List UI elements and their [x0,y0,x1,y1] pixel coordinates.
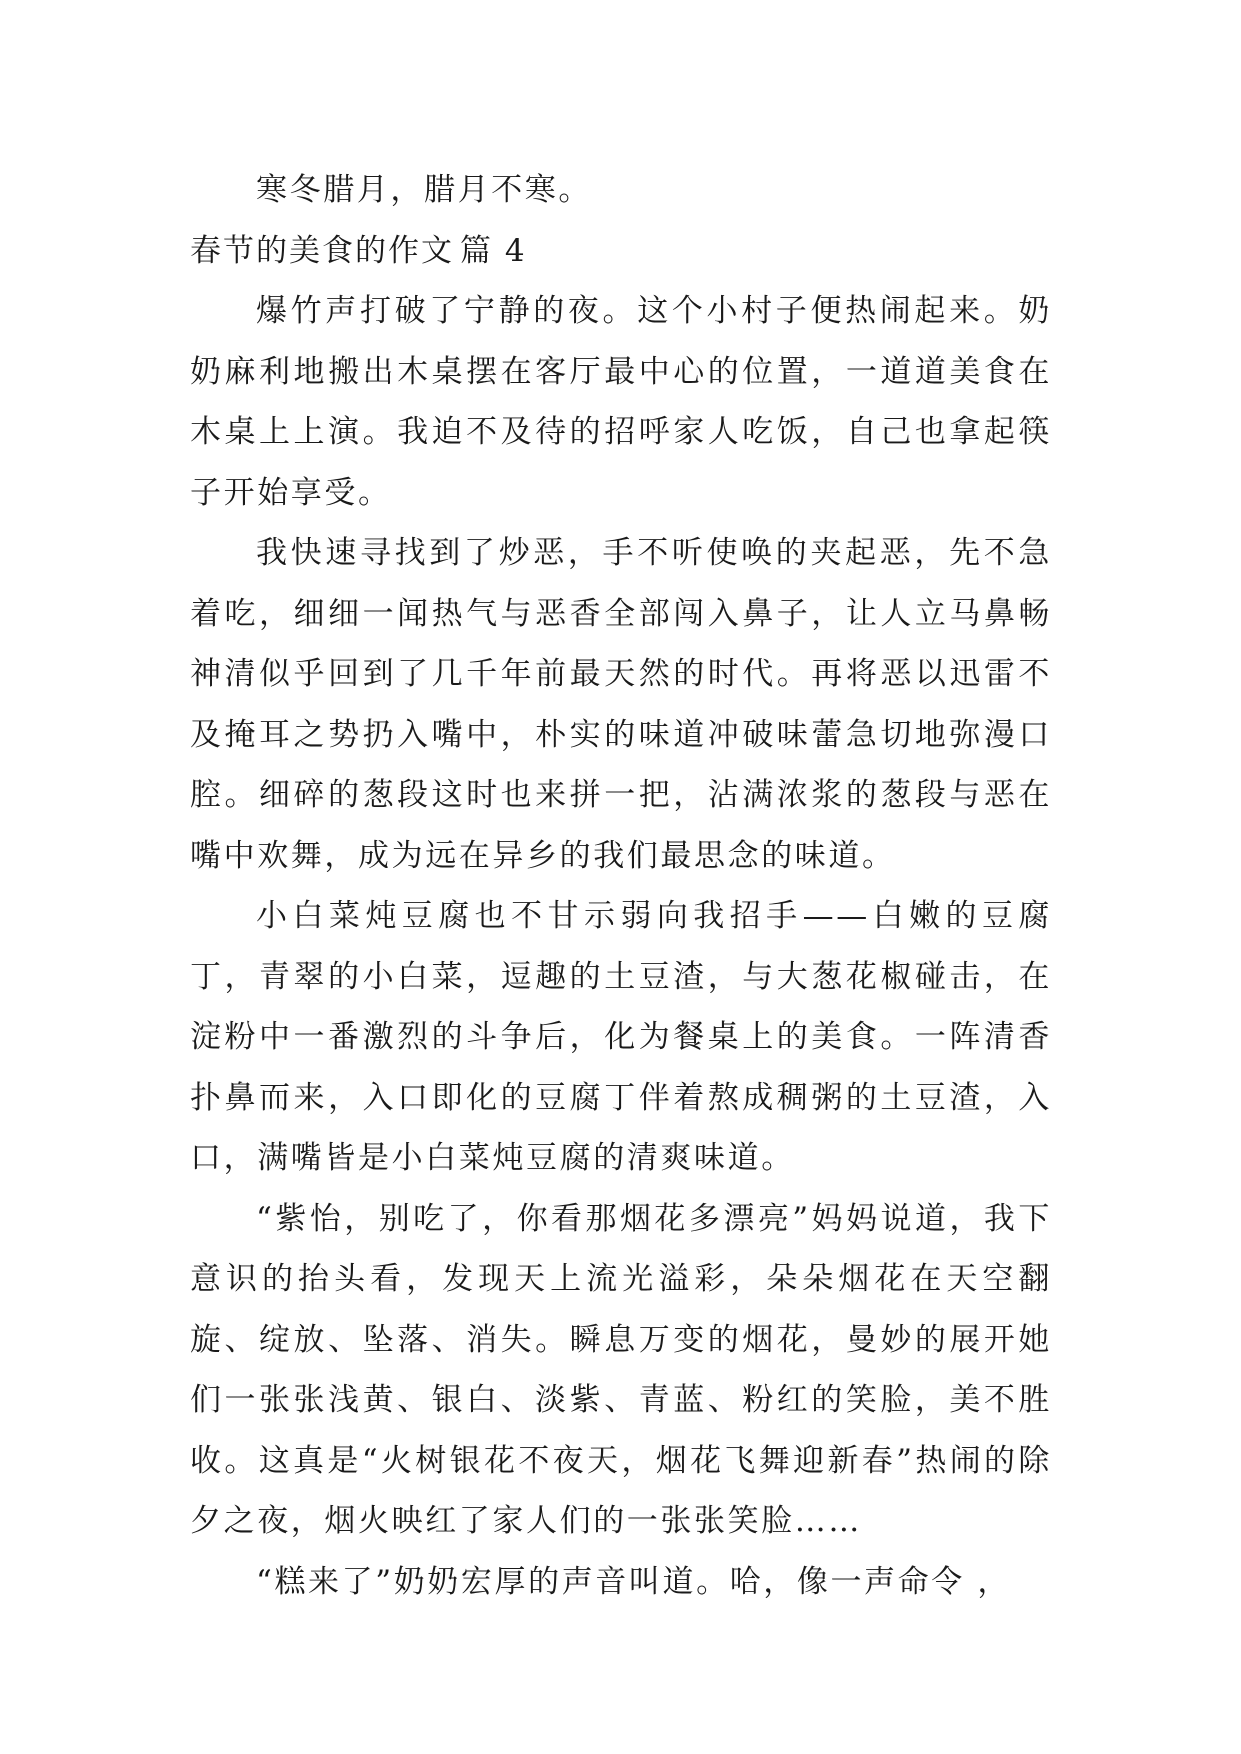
paragraph-4: “紫怡，别吃了，你看那烟花多漂亮”妈妈说道，我下意识的抬头看，发现天上流光溢彩，朵朵烟花在天空翻旋、绽放、坠落、消失。瞬息万变的烟花，曼妙的展开她们一张张浅黄、银白、淡紫、青蓝、粉红的笑脸，美不胜收。这真是“火树银花不夜天，烟花飞舞迎新春”热闹的除夕之夜，烟火映红了家人们的一张张笑脸…… [190,1200,1052,1539]
opening-line: 寒冬腊月，腊月不寒。 [256,172,592,208]
paragraph-1: 爆竹声打破了宁静的夜。这个小村子便热闹起来。奶奶麻利地搬出木桌摆在客厅最中心的位置，一道道美食在木桌上上演。我迫不及待的招呼家人吃饭，自己也拿起筷子开始享受。 [190,293,1052,511]
paragraph-2: 我快速寻找到了炒恶，手不听使唤的夹起恶，先不急着吃，细细一闻热气与恶香全部闯入鼻子，让人立马鼻畅神清似乎回到了几千年前最天然的时代。再将恶以迅雷不及掩耳之势扔入嘴中，朴实的味道冲破味蕾急切地弥漫口腔。细碎的葱段这时也来拼一把，沾满浓浆的葱段与恶在嘴中欢舞，成为远在异乡的我们最思念的味道。 [190,535,1052,874]
section-heading [190,221,1052,282]
paragraph-5: “糕来了”奶奶宏厚的声音叫道。哈，像一声命令 ， [256,1563,1011,1600]
document-body [190,160,1052,1612]
paragraph-3: 小白菜炖豆腐也不甘示弱向我招手——白嫩的豆腐丁，青翠的小白菜，逗趣的土豆渣，与大葱花椒碰击，在淀粉中一番激烈的斗争后，化为餐桌上的美食。一阵清香扑鼻而来，入口即化的豆腐丁伴着熬成稠粥的土豆渣，入口，满嘴皆是小白菜炖豆腐的清爽味道。 [190,898,1052,1176]
section-label: 篇 4 [460,232,527,269]
section-title: 春节的美食的作文 [190,232,454,269]
